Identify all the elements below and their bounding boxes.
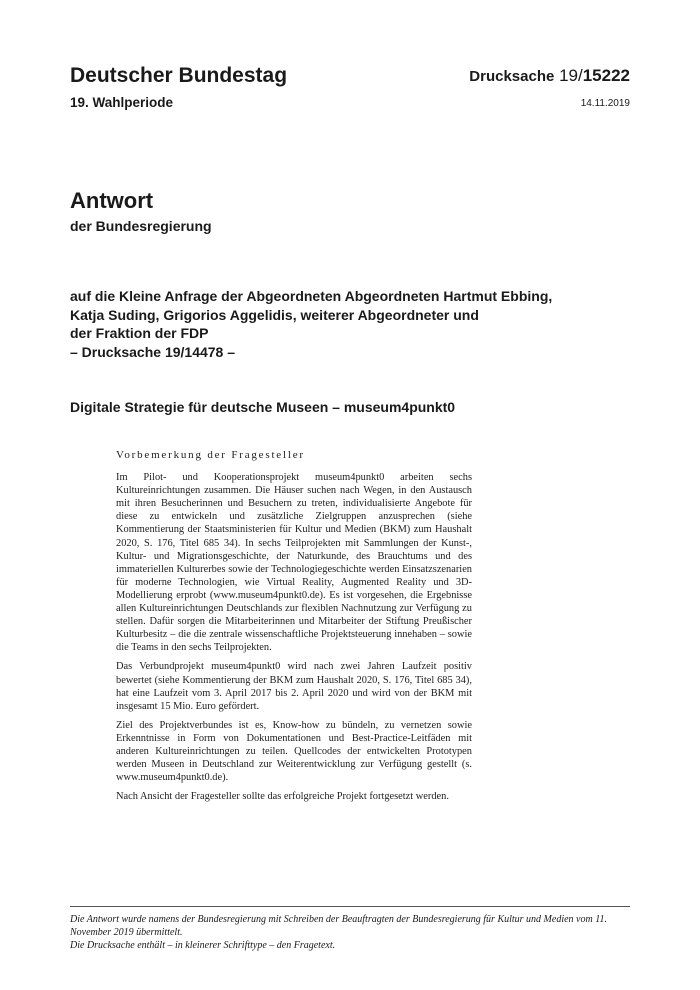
inquiry-reference xyxy=(70,287,630,361)
footer-note-transmission: Die Antwort wurde namens der Bundesregierung mit Schreiben der Beauftragten der Bundesregierung für Kultur und Medien vom 11. November 2019 übermittelt. xyxy=(70,914,607,938)
drucksache-prefix: 19/ xyxy=(559,66,583,85)
document-subtitle: der Bundesregierung xyxy=(70,218,212,234)
footer-divider xyxy=(70,906,630,907)
preliminary-paragraph: Das Verbundprojekt museum4punkt0 wird nach zwei Jahren Laufzeit positiv bewertet (siehe Kommentierung der BKM zum Haushalt 2020, S. 176, Titel 685 34), hat eine Laufzeit vom 3. April 2017 bis 2. April 2020 und wird von der BKM mit insgesamt 15 Mio. Euro gefördert. xyxy=(116,661,472,712)
organization-name: Deutscher Bundestag xyxy=(70,64,288,87)
document-title: Antwort xyxy=(70,188,154,213)
document-date: 14.11.2019 xyxy=(580,98,630,109)
inquiry-line: der Fraktion der FDP xyxy=(70,325,209,342)
preliminary-remark xyxy=(116,449,472,809)
inquiry-line: auf die Kleine Anfrage der Abgeordneten Abgeordneten Hartmut Ebbing, xyxy=(70,288,553,304)
preliminary-paragraph: Nach Ansicht der Fragesteller sollte das erfolgreiche Projekt fortgesetzt werden. xyxy=(116,791,449,803)
inquiry-line: Katja Suding, Grigorios Aggelidis, weiterer Abgeordneter und xyxy=(70,306,479,323)
drucksache-number xyxy=(469,66,630,86)
drucksache-label: Drucksache xyxy=(469,68,555,85)
legislative-period: 19. Wahlperiode xyxy=(70,95,174,110)
footer-notes xyxy=(70,914,630,952)
drucksache-value: 15222 xyxy=(582,66,630,85)
preliminary-paragraph: Im Pilot- und Kooperationsprojekt museum4punkt0 arbeiten sechs Kultureinrichtungen zusammen. Die Häuser suchen nach Wegen, in den Austausch mit ihren Besucherinnen und Besuchern zu treten, individualisierte Angebote für diese zu entwickeln und zusätzliche Zielgruppen anzusprechen (siehe Kommentierung der Staatsministerien für Kultur und Medien (BKM) zum Haushalt 2020, S. 176, Titel 685 34). In sechs Teilprojekten mit Sammlungen der Kunst-, Kultur- und Migrationsgeschichte, der Naturkunde, des Brauchtums und des immateriellen Kulturerbes sowie der Technologiegeschichte werden Einsatzszenarien für moderne Technologien, wie Virtual Reality, Augmented Reality und 3D-Modellierung erprobt (www.museum4punkt0.de). Es ist vorgesehen, die Ergebnisse allen Kultureinrichtungen Deutschlands zur flexiblen Nachnutzung zur Verfügung zu stellen. Dafür sorgen die Mitarbeiterinnen und Mitarbeiter der Stiftung Preußischer Kulturbesitz – die die zentrale wissenschaftliche Projektsteuerung innehaben – sowie die Teams in den sechs Teilprojekten. xyxy=(116,472,472,654)
preliminary-paragraph: Ziel des Projektverbundes ist es, Know-how zu bündeln, zu vernetzen sowie Erkenntnisse in Form von Dokumentationen und Best-Practice-Leitfäden mit anderen Kultureinrichtungen zu teilen. Quellcodes der entwickelten Prototypen werden Museen in Deutschland zur Weiterentwicklung zur Verfügung gestellt (s. www.museum4punkt0.de). xyxy=(116,719,472,784)
preliminary-heading: Vorbemerkung der Fragesteller xyxy=(116,449,305,461)
footer-note-fonttype: Die Drucksache enthält – in kleinerer Schrifttype – den Fragetext. xyxy=(70,939,336,951)
inquiry-line: – Drucksache 19/14478 – xyxy=(70,343,236,360)
document-topic: Digitale Strategie für deutsche Museen – museum4punkt0 xyxy=(70,399,456,415)
